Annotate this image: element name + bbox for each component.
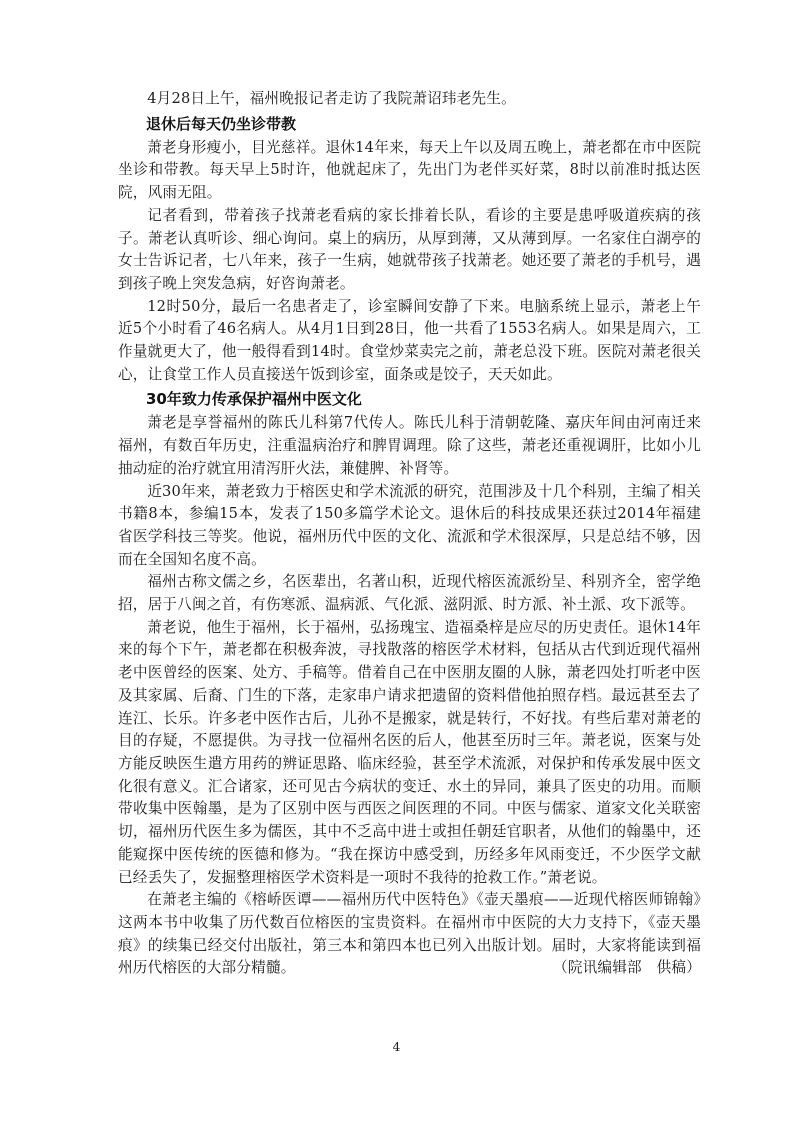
article-credit: （院讯编辑部 供稿） — [553, 959, 701, 977]
article-body — [118, 88, 701, 980]
paragraph: 近30年来，萧老致力于榕医史和学术流派的研究，范围涉及十几个科别，主编了相关书籍8本，参编15本，发表了150多篇学术论文。退休后的科技成果还获过2014年福建省医学科技三等奖。他说，福州历代中医的文化、流派和学术很深厚，只是总结不够，因而在全国知名度不高。 — [118, 482, 701, 568]
section-heading-heritage: 30年致力传承保护福州中医文化 — [146, 390, 362, 409]
paragraph: 记者看到，带着孩子找萧老看病的家长排着长队，看诊的主要是患呼吸道疾病的孩子。萧老认真听诊、细心询问。桌上的病历，从厚到薄，又从薄到厚。一名家住白湖亭的女士告诉记者，七八年来，孩子一生病，她就带孩子找萧老。她还要了萧老的手机号，遇到孩子晚上突发急病，好咨询萧老。 — [118, 206, 701, 292]
intro-paragraph: 4月28日上午，福州晚报记者走访了我院萧诏玮老先生。 — [147, 90, 516, 107]
paragraph: 萧老是享誉福州的陈氏儿科第7代传人。陈氏儿科于清朝乾隆、嘉庆年间由河南迁来福州，有数百年历史，注重温病治疗和脾胃调理。除了这些，萧老还重视调肝，比如小儿抽动症的治疗就宜用清泻肝火法，兼健脾、补肾等。 — [118, 414, 701, 477]
section-heading-retirement: 退休后每天仍坐诊带教 — [146, 114, 297, 133]
paragraph: 萧老说，他生于福州，长于福州，弘扬瑰宝、造福桑梓是应尽的历史责任。退休14年来的每个下午，萧老都在积极奔波，寻找散落的榕医学术材料，包括从古代到近现代福州老中医曾经的医案、处方、手稿等。借着自己在中医朋友圈的人脉，萧老四处打听老中医及其家属、后裔、门生的下落，走家串户请求把遗留的资料借他拍照存档。最远甚至去了连江、长乐。许多老中医作古后，儿孙不是搬家，就是转行，不好找。有些后辈对萧老的目的存疑，不愿提供。为寻找一位福州名医的后人，他甚至历时三年。萧老说，医案与处方能反映医生遣方用药的辨证思路、临床经验，甚至学术流派，对保护和传承发展中医文化很有意义。汇合诸家，还可见古今病状的变迁、水土的异同，兼具了医史的功用。而顺带收集中医翰墨，是为了区别中医与西医之间医理的不同。中医与儒家、道家文化关联密切，福州历代医生多为儒医，其中不乏高中进士或担任朝廷官职者，从他们的翰墨中，还能窥探中医传统的医德和修为。“我在探访中感受到，历经多年风雨变迁，不少医学文献已经丢失了，发掘整理榕医学术资料是一项时不我待的抢救工作。”萧老说。 — [118, 618, 701, 886]
paragraph: 12时50分，最后一名患者走了，诊室瞬间安静了下来。电脑系统上显示，萧老上午近5个小时看了46名病人。从4月1日到28日，他一共看了1553名病人。如果是周六，工作量就更大了，他一般得看到14时。食堂炒菜卖完之前，萧老总没下班。医院对萧老很关心，让食堂工作人员直接送午饭到诊室，面条或是饺子，天天如此。 — [118, 297, 701, 383]
page-number: 4 — [392, 1040, 401, 1054]
paragraph: 萧老身形瘦小，目光慈祥。退休14年来，每天上午以及周五晚上，萧老都在市中医院坐诊和带教。每天早上5时许，他就起床了，先出门为老伴买好菜，8时以前准时抵达医院，风雨无阻。 — [118, 138, 701, 202]
paragraph: 福州古称文儒之乡，名医辈出，名著山积，近现代榕医流派纷呈、科别齐全，密学绝招，居于八闽之首，有伤寒派、温病派、气化派、滋阴派、时方派、补土派、攻下派等。 — [118, 573, 701, 614]
paragraph: 在萧老主编的《榕峤医谭——福州历代中医特色》《壶天墨痕——近现代榕医师锦翰》这两本书中收集了历代数百位榕医的宝贵资料。在福州市中医院的大力支持下，《壶天墨痕》的续集已经交付出版社，第三本和第四本也已列入出版计划。届时，大家将能读到福州历代榕医的大部分精髓。 — [118, 891, 701, 977]
